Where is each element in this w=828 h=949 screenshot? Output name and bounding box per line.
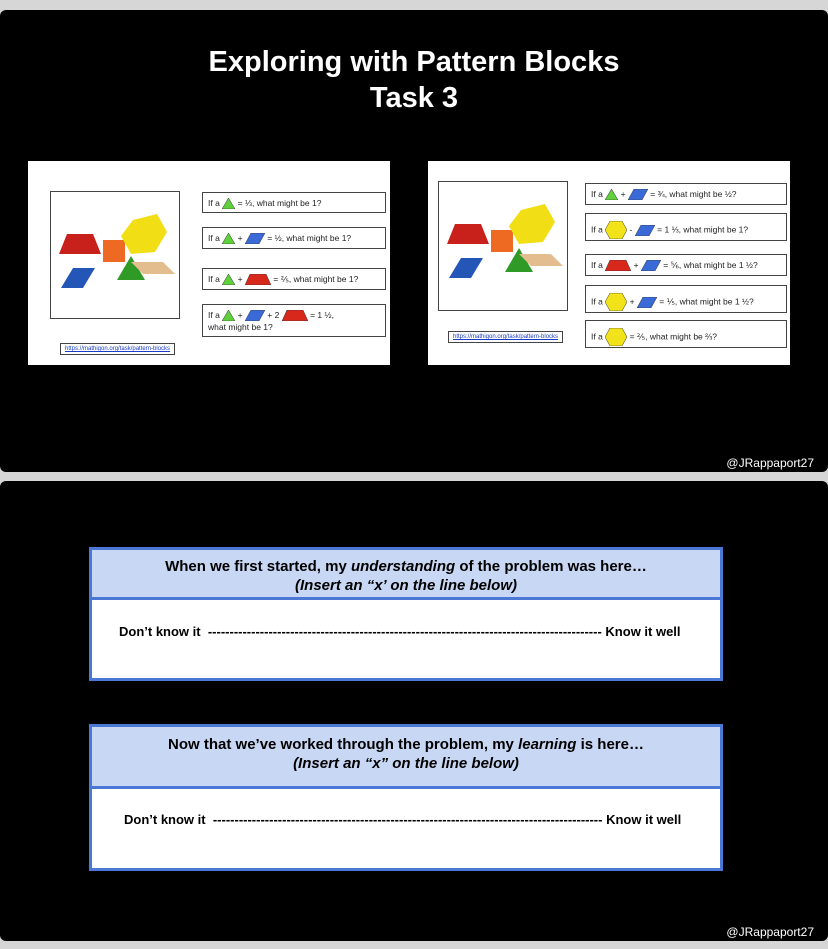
mathigon-link[interactable]: https://mathigon.org/task/pattern-blocks — [448, 331, 563, 343]
slide-title: Exploring with Pattern Blocks — [208, 46, 620, 78]
blue-rhombus-icon — [245, 310, 265, 321]
yellow-hexagon-icon — [605, 293, 627, 311]
yellow-hexagon-icon — [605, 221, 627, 239]
pattern-blocks-image — [438, 181, 568, 311]
blue-rhombus-icon — [245, 233, 265, 244]
green-triangle-icon — [222, 233, 235, 244]
learning-rating-box — [89, 724, 723, 871]
rating-header: When we first started, my understanding of the problem was here… (Insert an “x’ on the line below) — [92, 550, 720, 600]
question-5: If a = ⅖, what might be ⅔? — [585, 320, 787, 348]
scale-right-label: Know it well — [605, 624, 681, 639]
scale-dashes[interactable]: ------------------------------------------------------------------------------------------- — [207, 624, 602, 639]
blue-rhombus-icon — [637, 297, 657, 308]
mathigon-link[interactable]: https://mathigon.org/task/pattern-blocks — [60, 343, 175, 355]
question-4: If a + = ⅕, what might be 1 ½? — [585, 285, 787, 313]
green-triangle-icon — [222, 274, 235, 285]
right-task-panel — [428, 161, 790, 365]
red-trapezoid-icon — [605, 260, 631, 271]
left-task-panel — [28, 161, 390, 365]
question-3: If a + = ⅚, what might be 1 ½? — [585, 254, 787, 276]
rating-header: Now that we’ve worked through the problem, my learning is here… (Insert an “x” on the line below) — [92, 727, 720, 789]
pattern-blocks-image — [50, 191, 180, 319]
question-2: If a + = ½, what might be 1? — [202, 227, 386, 249]
author-handle: @JRappaport27 — [726, 925, 814, 939]
slide-subtitle: Task 3 — [369, 82, 459, 114]
author-handle: @JRappaport27 — [726, 456, 814, 470]
rating-scale-line[interactable] — [119, 624, 681, 639]
green-triangle-icon — [605, 189, 618, 200]
scale-left-label: Don’t know it — [119, 624, 201, 639]
green-triangle-icon — [222, 310, 235, 321]
yellow-hexagon-icon — [605, 328, 627, 346]
blue-rhombus-icon — [635, 225, 655, 236]
blue-rhombus-icon — [641, 260, 661, 271]
red-trapezoid-icon — [245, 274, 271, 285]
scale-left-label: Don’t know it — [124, 812, 206, 827]
rating-scale-line[interactable] — [124, 812, 681, 827]
question-3: If a + = ⅖, what might be 1? — [202, 268, 386, 290]
slide-2 — [0, 481, 828, 941]
scale-right-label: Know it well — [606, 812, 682, 827]
question-4: If a + + 2 = 1 ½, what might be 1? — [202, 304, 386, 337]
scale-dashes[interactable]: ------------------------------------------------------------------------------------------ — [212, 812, 603, 827]
red-trapezoid-icon — [282, 310, 308, 321]
blue-rhombus-icon — [628, 189, 648, 200]
green-triangle-icon — [222, 198, 235, 209]
question-1: If a + = ¾, what might be ½? — [585, 183, 787, 205]
understanding-rating-box — [89, 547, 723, 681]
question-1: If a = ⅓, what might be 1? — [202, 192, 386, 213]
question-2: If a - = 1 ⅓, what might be 1? — [585, 213, 787, 241]
slide-1 — [0, 10, 828, 472]
